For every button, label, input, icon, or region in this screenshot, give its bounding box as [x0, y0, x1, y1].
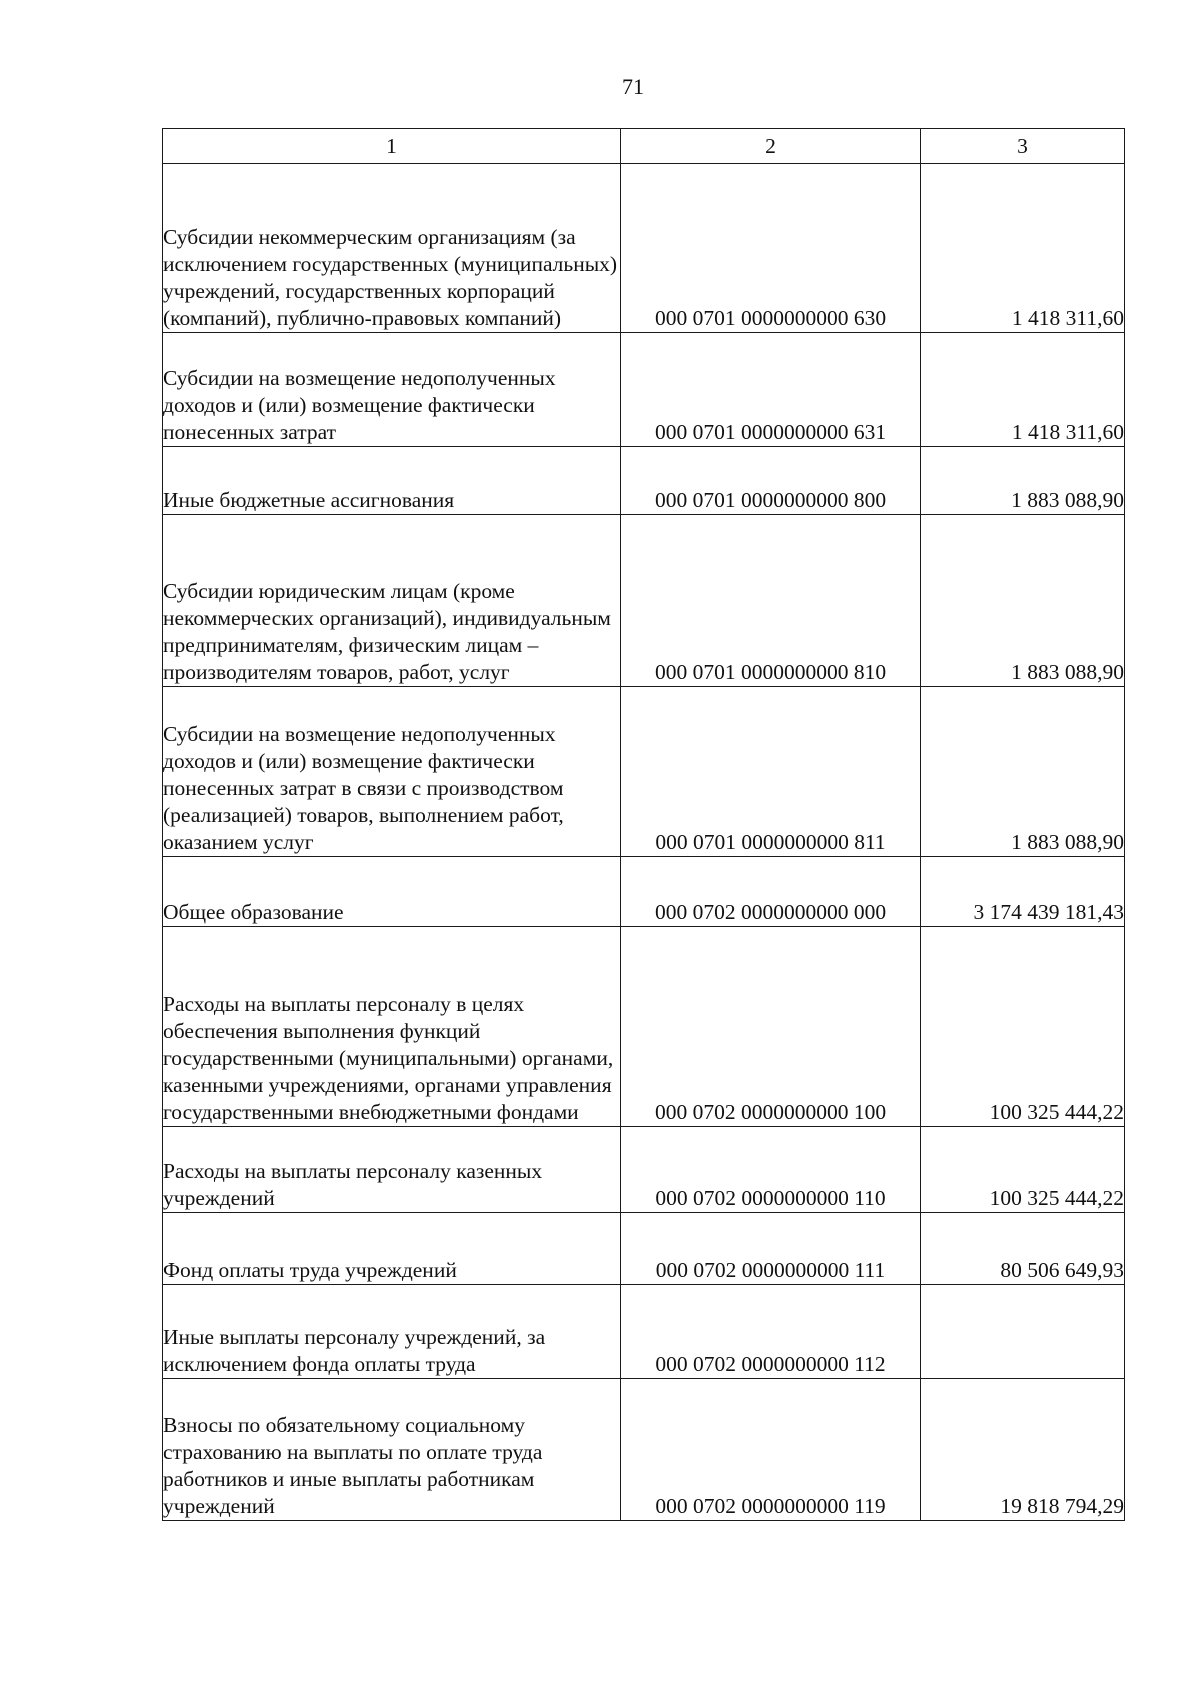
table-row — [163, 1213, 1125, 1285]
column-header-1: 1 — [163, 129, 621, 164]
table-row — [163, 1379, 1125, 1521]
row-code: 000 0701 0000000000 810 — [621, 515, 921, 687]
row-amount — [921, 1285, 1125, 1379]
row-name: Расходы на выплаты персоналу в целях обеспечения выполнения функций государственными (муниципальными) органами, казенными учреждениями, органами управления государственными внебюджетными фондами — [163, 927, 621, 1127]
table-row — [163, 1127, 1125, 1213]
table-row — [163, 515, 1125, 687]
row-amount: 1 418 311,60 — [921, 333, 1125, 447]
row-code: 000 0702 0000000000 111 — [621, 1213, 921, 1285]
page-number: 71 — [622, 74, 644, 99]
column-header-2: 2 — [621, 129, 921, 164]
row-name: Фонд оплаты труда учреждений — [163, 1213, 621, 1285]
row-code: 000 0702 0000000000 112 — [621, 1285, 921, 1379]
row-name: Субсидии юридическим лицам (кроме некоммерческих организаций), индивидуальным предпринимателям, физическим лицам – производителям товаров, работ, услуг — [163, 515, 621, 687]
row-name: Взносы по обязательному социальному страхованию на выплаты по оплате труда работников и иные выплаты работникам учреждений — [163, 1379, 621, 1521]
table-row — [163, 687, 1125, 857]
row-code: 000 0702 0000000000 110 — [621, 1127, 921, 1213]
table-row — [163, 164, 1125, 333]
row-amount: 80 506 649,93 — [921, 1213, 1125, 1285]
column-header-3: 3 — [921, 129, 1125, 164]
row-code: 000 0702 0000000000 100 — [621, 927, 921, 1127]
row-name: Расходы на выплаты персоналу казенных учреждений — [163, 1127, 621, 1213]
row-amount: 100 325 444,22 — [921, 927, 1125, 1127]
row-amount: 19 818 794,29 — [921, 1379, 1125, 1521]
row-amount: 100 325 444,22 — [921, 1127, 1125, 1213]
row-name: Общее образование — [163, 857, 621, 927]
row-name: Субсидии на возмещение недополученных доходов и (или) возмещение фактически понесенных затрат — [163, 333, 621, 447]
budget-table — [162, 128, 1125, 1521]
table-row — [163, 1285, 1125, 1379]
row-name: Субсидии на возмещение недополученных доходов и (или) возмещение фактически понесенных затрат в связи с производством (реализацией) товаров, выполнением работ, оказанием услуг — [163, 687, 621, 857]
row-amount: 1 883 088,90 — [921, 687, 1125, 857]
row-name: Субсидии некоммерческим организациям (за исключением государственных (муниципальных) учреждений, государственных корпораций (компаний), публично-правовых компаний) — [163, 164, 621, 333]
table-row — [163, 333, 1125, 447]
row-code: 000 0702 0000000000 119 — [621, 1379, 921, 1521]
row-code: 000 0701 0000000000 800 — [621, 447, 921, 515]
row-code: 000 0702 0000000000 000 — [621, 857, 921, 927]
row-amount: 3 174 439 181,43 — [921, 857, 1125, 927]
row-name: Иные бюджетные ассигнования — [163, 447, 621, 515]
row-amount: 1 883 088,90 — [921, 447, 1125, 515]
row-code: 000 0701 0000000000 631 — [621, 333, 921, 447]
table-row — [163, 927, 1125, 1127]
row-code: 000 0701 0000000000 630 — [621, 164, 921, 333]
row-name: Иные выплаты персоналу учреждений, за исключением фонда оплаты труда — [163, 1285, 621, 1379]
table-row — [163, 447, 1125, 515]
row-amount: 1 418 311,60 — [921, 164, 1125, 333]
row-code: 000 0701 0000000000 811 — [621, 687, 921, 857]
table-row — [163, 857, 1125, 927]
row-amount: 1 883 088,90 — [921, 515, 1125, 687]
table-header-row — [163, 129, 1125, 164]
